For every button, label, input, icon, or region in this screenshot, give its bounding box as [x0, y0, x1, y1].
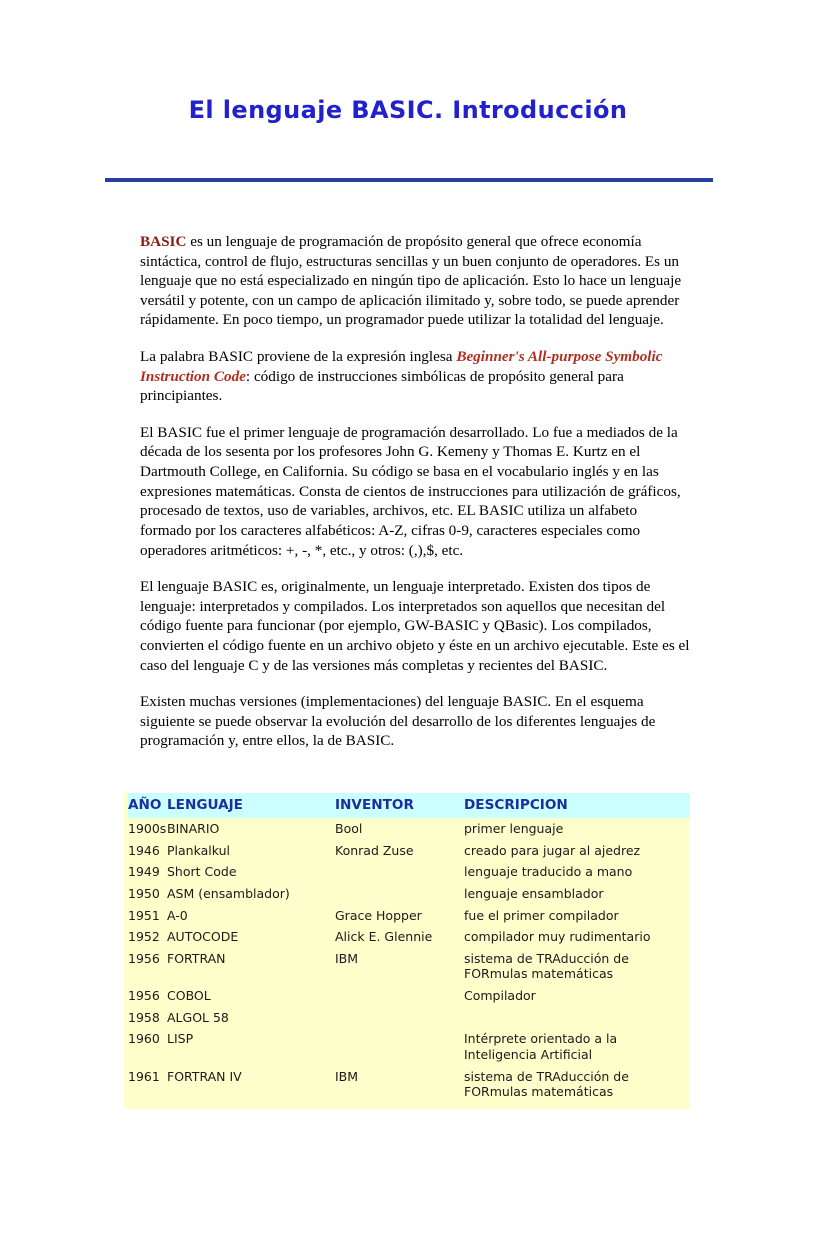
table-row	[124, 905, 690, 927]
table-row	[124, 1007, 690, 1029]
cell-inventor: IBM	[335, 948, 464, 985]
cell-description: fue el primer compilador	[464, 905, 690, 927]
paragraph-interpreted-compiled: El lenguaje BASIC es, originalmente, un lenguaje interpretado. Existen dos tipos de lenguaje: interpretados y compilados. Los interpretados son aquellos que necesitan del código fuente para funcionar (por ejemplo, GW-BASIC y QBasic). Los compilados, convierten el código fuente en un archivo objeto y éste en un archivo ejecutable. Este es el caso del lenguaje C y de las versiones más completas y recientes del BASIC.	[140, 578, 690, 674]
cell-year: 1958	[128, 1007, 167, 1029]
table-row	[124, 1028, 690, 1065]
paragraph-acronym	[140, 347, 692, 406]
cell-language: A-0	[167, 905, 335, 927]
cell-language: AUTOCODE	[167, 926, 335, 948]
article-body	[140, 232, 692, 751]
cell-description: lenguaje ensamblador	[464, 883, 690, 905]
cell-language: ALGOL 58	[167, 1007, 335, 1029]
cell-description: primer lenguaje	[464, 818, 690, 840]
page-title: El lenguaje BASIC. Introducción	[188, 96, 628, 124]
cell-language: ASM (ensamblador)	[167, 883, 335, 905]
table-header-row	[124, 793, 690, 818]
paragraph-acronym-suffix: : código de instrucciones simbólicas de propósito general para principiantes.	[140, 367, 624, 405]
cell-year: 1950	[128, 883, 167, 905]
basic-keyword: BASIC	[140, 233, 187, 250]
table-row	[124, 818, 690, 840]
cell-description: Intérprete orientado a la Inteligencia Artificial	[464, 1028, 690, 1065]
cell-language: LISP	[167, 1028, 335, 1065]
languages-table	[124, 793, 690, 1103]
cell-language: COBOL	[167, 985, 335, 1007]
paragraph-intro	[140, 232, 692, 330]
paragraph-intro-text: es un lenguaje de programación de propósito general que ofrece economía sintáctica, control de flujo, estructuras sencillas y un buen conjunto de operadores. Es un lenguaje que no está especializado en ningún tipo de aplicación. Esto lo hace un lenguaje versátil y potente, con un campo de aplicación ilimitado y, sobre todo, se puede aprender rápidamente. En poco tiempo, un programador puede utilizar la totalidad del lenguaje.	[140, 233, 682, 329]
cell-year: 1952	[128, 926, 167, 948]
basic-acronym-expansion: Beginner's All-purpose Symbolic Instruction Code	[140, 348, 663, 385]
cell-inventor	[335, 861, 464, 883]
cell-description: sistema de TRAducción de FORmulas matemáticas	[464, 948, 690, 985]
cell-year: 1949	[128, 861, 167, 883]
table-row	[124, 1066, 690, 1103]
table-row	[124, 948, 690, 985]
cell-inventor	[335, 1007, 464, 1029]
cell-inventor: Bool	[335, 818, 464, 840]
cell-year: 1956	[128, 985, 167, 1007]
cell-inventor: Konrad Zuse	[335, 840, 464, 862]
column-header-description: DESCRIPCION	[464, 793, 690, 818]
cell-inventor: Alick E. Glennie	[335, 926, 464, 948]
cell-description: compilador muy rudimentario	[464, 926, 690, 948]
cell-language: FORTRAN	[167, 948, 335, 985]
table-row	[124, 861, 690, 883]
cell-description: Compilador	[464, 985, 690, 1007]
paragraph-acronym-prefix: La palabra BASIC proviene de la expresión inglesa	[140, 348, 457, 366]
cell-year: 1946	[128, 840, 167, 862]
table-row	[124, 985, 690, 1007]
table-row	[124, 840, 690, 862]
table-row	[124, 926, 690, 948]
paragraph-history: El BASIC fue el primer lenguaje de programación desarrollado. Lo fue a mediados de la década de los sesenta por los profesores John G. Kemeny y Thomas E. Kurtz en el Dartmouth College, en California. Su código se basa en el vocabulario inglés y en las expresiones matemáticas. Consta de cientos de instrucciones para utilización de gráficos, procesado de textos, uso de variables, archivos, etc. EL BASIC utiliza un alfabeto formado por los caracteres alfabéticos: A-Z, cifras 0-9, caracteres especiales como operadores aritméticos: +, -, *, etc., y otros: (,),$, etc.	[140, 423, 681, 559]
table-row	[124, 883, 690, 905]
cell-year: 1956	[128, 948, 167, 985]
languages-table-body	[124, 818, 690, 1103]
cell-description: sistema de TRAducción de FORmulas matemáticas	[464, 1066, 690, 1103]
cell-inventor	[335, 985, 464, 1007]
cell-inventor	[335, 1028, 464, 1065]
cell-language: Plankalkul	[167, 840, 335, 862]
cell-inventor: IBM	[335, 1066, 464, 1103]
cell-inventor: Grace Hopper	[335, 905, 464, 927]
cell-description: lenguaje traducido a mano	[464, 861, 690, 883]
cell-year: 1900s	[128, 818, 167, 840]
cell-year: 1951	[128, 905, 167, 927]
cell-description	[464, 1007, 690, 1029]
cell-year: 1961	[128, 1066, 167, 1103]
cell-language: FORTRAN IV	[167, 1066, 335, 1103]
cell-description: creado para jugar al ajedrez	[464, 840, 690, 862]
languages-table-head	[124, 793, 690, 818]
cell-language: Short Code	[167, 861, 335, 883]
column-header-language: LENGUAJE	[167, 793, 335, 818]
cell-year: 1960	[128, 1028, 167, 1065]
paragraph-versions: Existen muchas versiones (implementaciones) del lenguaje BASIC. En el esquema siguiente se puede observar la evolución del desarrollo de los diferentes lenguajes de programación y, entre ellos, la de BASIC.	[140, 693, 656, 750]
column-header-inventor: INVENTOR	[335, 793, 464, 818]
column-header-year: AÑO	[128, 793, 167, 818]
languages-table-container	[124, 793, 690, 1109]
cell-inventor	[335, 883, 464, 905]
cell-language: BINARIO	[167, 818, 335, 840]
header-divider-rule	[105, 178, 713, 182]
